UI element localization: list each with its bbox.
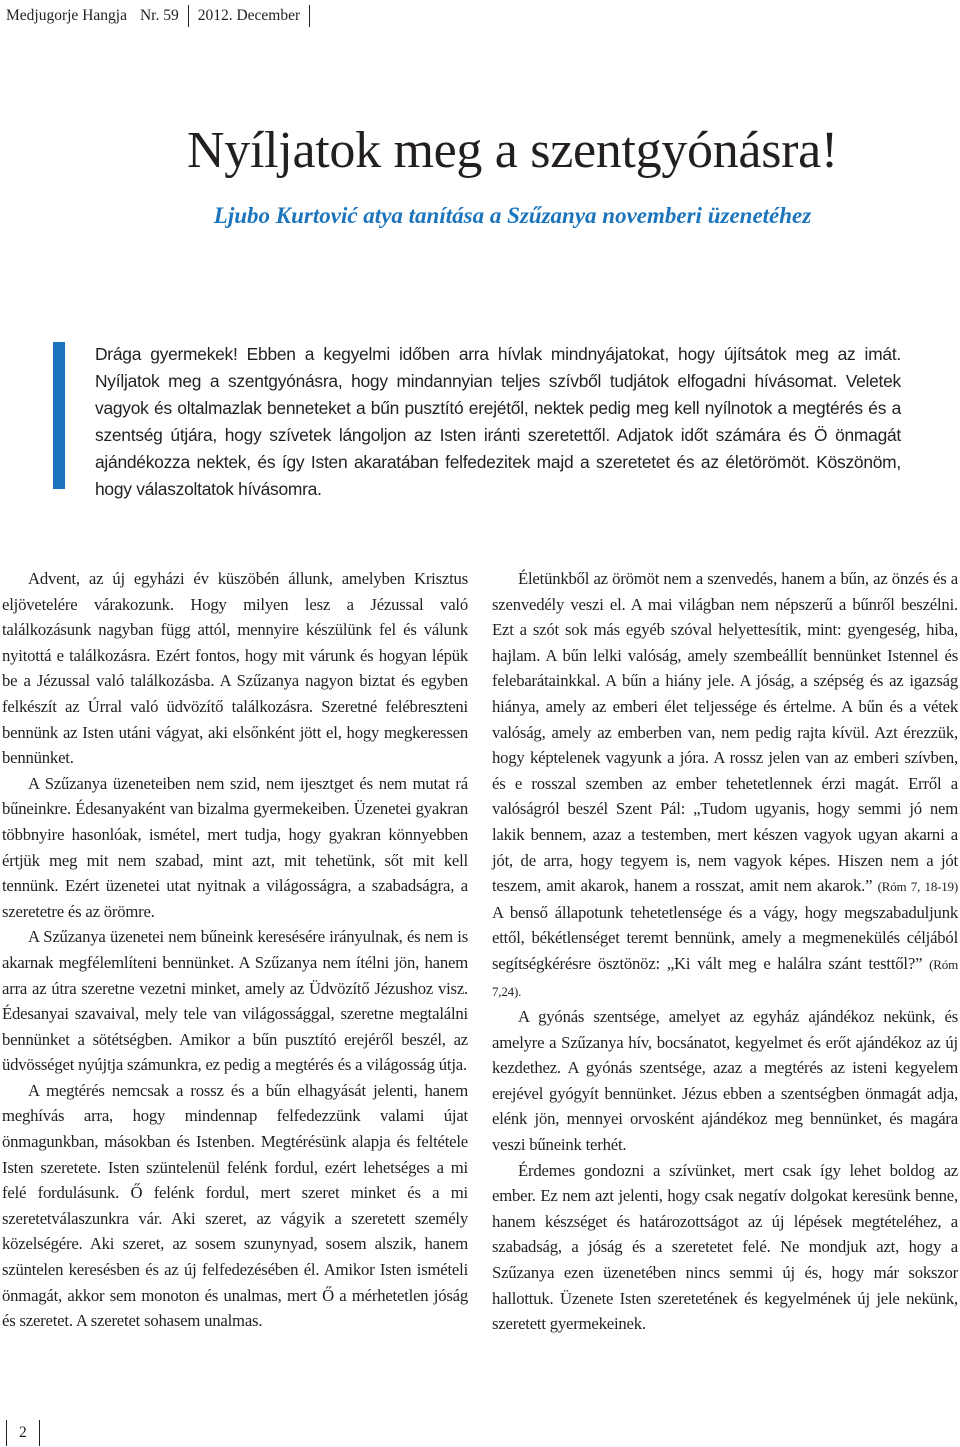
right-paragraph-2: A gyónás szentsége, amelyet az egyház ajándékoz nekünk, és amelyre a Szűzanya hív, bocsánatot, kegyelmet és erőt ajándékoz az új kezdethez. A gyónás szentsége, azaz a megtérés az isteni kegyelem erejével gyógyít bennünket. Jézus ebben a szentségben önmagát adja, elénk jön, mennyei orvosként ajándékoz meg bennünket, és magára veszi bűneink terhét. bbox=[492, 1007, 958, 1155]
bible-reference: (Róm 7,24). bbox=[492, 956, 958, 999]
right-paragraph-1-text-b: A benső állapotunk tehetetlensége és a vágy, hogy megszabaduljunk ettől, békétlenséget teremt bennünk, amely a megmenekülés céljából segítségkérésre ösztönöz: „Ki vált meg e halálra szánt testtől?” bbox=[492, 902, 958, 973]
header-divider bbox=[309, 5, 310, 27]
left-paragraph-2: A Szűzanya üzeneteiben nem szid, nem ijesztget és nem mutat rá bűneinkre. Édesanyaként van bizalma gyermekeiben. Üzenetei gyakran többnyire hasonlóak, ismétel, mert tudja, hogy gyakran könnyebben értjük meg mit nem szabad, mint azt, mit tehetünk, sőt mit kell tennünk. Ezért üzenetei utat nyitnak a világosságra, a szabadságra, a szeretetre és az örömre. bbox=[2, 773, 468, 921]
page-number: 2 bbox=[19, 1424, 27, 1441]
issue-date: 2012. December bbox=[197, 6, 301, 24]
right-paragraph-1 bbox=[492, 566, 958, 1004]
right-paragraph-3: Érdemes gondozni a szívünket, mert csak így lehet boldog az ember. Ez nem azt jelenti, hogy csak negatív dolgokat keresünk benne, hanem készséget és határozottságot az új lépések megtételéhez, a szabadság, a jóság és a szeretetet felé. Ne mondjuk azt, hogy a Szűzanya ezen üzenetében nincs semmi új és, hogy már sokszor hallottuk. Üzenete Isten szeretetének és kegyelmének új jele nekünk, szeretett gyermekeinek. bbox=[492, 1160, 958, 1334]
article-subtitle: Ljubo Kurtović atya tanítása a Szűzanya novemberi üzenetéhez bbox=[213, 203, 812, 228]
monthly-message: Drága gyermekek! Ebben a kegyelmi időben arra hívlak mindnyájatokat, hogy újítsátok meg az imát. Nyíljatok meg a szentgyónásra, hogy mindannyian teljes szívből tudjátok elfogadni hívásomat. Veletek vagyok és oltalmazlak benneteket a bűn pusztító erejétől, nektek pedig meg kell nyílnotok a megtérés és a szentség útjára, hogy szívetek lángoljon az Isten iránti szeretettől. Adjatok időt számára és Ö önmagát ajándékozza nektek, és így Isten akaratában felfedezitek majd a szeretetet és az életörömöt. Köszönöm, hogy válaszoltatok hívásomra. bbox=[95, 344, 901, 499]
right-paragraph-1-text-a: Életünkből az örömöt nem a szenvedés, hanem a bűn, az önzés és a szenvedély veszi el. A mai világban nem népszerű a bűnről beszélni. Ezt a szót sok más egyéb szóval helyettesítik, mint: gyengeség, hiba, hajlam. A bűn lelki valóság, amely szembeállít bennünket Istennel és felebarátainkkal. A bűn a hiány jele. A jóság, a szépség és az igazság hiánya, amely az emberi élet teljessége és értelme. A bűn és a vétek valóság, amely az emberben van, nem pedig rajta kívül. Azt érezzük, hogy képtelenek vagyunk a jóra. A rossz jelen van az emberi szívben, és e rosszal szemben az ember tehetetlennek érzi magát. Erről a valóságról beszél Szent Pál: „Tudom ugyanis, hogy semmi jó nem lakik bennem, azaz a testemben, mert készen vagyok ugyan akarni a jót, de arra, hogy tegyem is, nem vagyok képes. Hiszen nem a jót teszem, amit akarok, hanem a rosszat, amit nem akarok.” bbox=[492, 569, 958, 896]
footer-divider bbox=[39, 1420, 40, 1446]
message-accent-bar bbox=[53, 342, 65, 489]
article-title: Nyíljatok meg a szentgyónásra! bbox=[187, 122, 838, 179]
left-column bbox=[2, 566, 468, 1334]
bible-reference: (Róm 7, 18-19) bbox=[877, 879, 958, 895]
right-column bbox=[492, 566, 958, 1337]
left-paragraph-3: A Szűzanya üzenetei nem bűneink keresésére irányulnak, és nem is akarnak megfélemlíteni bennünket. A Szűzanya nem ítélni jön, hanem arra az útra szeretne vezetni minket, amely az Üdvözítő Jézushoz visz. Édesanyai szavaival, mely tele van világossággal, szeretne megtalálni bennünket a sötétségben. Amikor a bűn pusztító erejéről beszél, az üdvösséget nyújtja számunkra, ez pedig a megtérés és a világosság útja. bbox=[2, 927, 468, 1075]
left-paragraph-4: A megtérés nemcsak a rossz és a bűn elhagyását jelenti, hanem meghívás arra, hogy mindennap felfedezzünk valami újat önmagunkban, másokban és Istenben. Megtérésünk alapja és feltétele Isten szeretete. Isten szüntelenül felénk fordul, ezért lehetséges a mi felé fordulásunk. Ő felénk fordul, mert szeret minket és a mi szeretetválaszunkra vár. Aki szeret, az vágyik a szeretett személy közelségére. Aki szeret, az sosem szunynyad, sosem alszik, hanem szüntelen keresésben és az új felfedezésében él. Amikor Isten ismételi önmagát, akkor sem monoton és unalmas, mert Ő a mérhetetlen jóság és szeretet. A szeretet sohasem unalmas. bbox=[2, 1080, 468, 1331]
issue-number: Nr. 59 bbox=[139, 6, 179, 24]
running-header bbox=[0, 0, 310, 31]
publication-name: Medjugorje Hangja bbox=[6, 6, 127, 24]
left-paragraph-1: Advent, az új egyházi év küszöbén állunk, amelyben Krisztus eljövetelére várakozunk. Hogy milyen lesz a Jézussal való találkozásunk nagyban függ attól, mennyire készülünk fel és válunk nyitottá e találkozásra. Ezért fontos, hogy mit várunk és hogyan lépük be a Jézussal való találkozásba. A Szűzanya nagyon biztat és egyben felkészít az Úrral való üdvözítő találkozásra. Szeretné felébreszteni bennünk az Isten utáni vágyat, aki elsőnként jött el, hogy megkeressen bennünket. bbox=[2, 569, 468, 768]
